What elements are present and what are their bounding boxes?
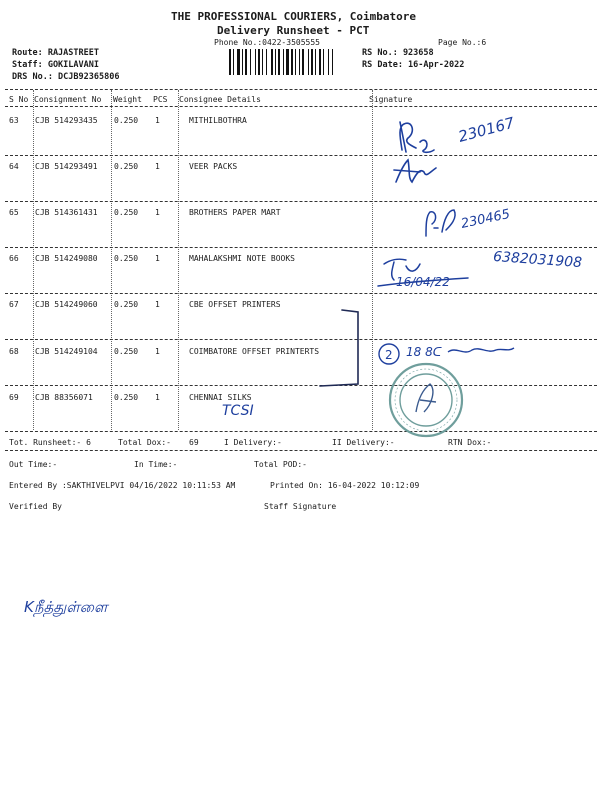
drs-number: DRS No.: DCJB92365806: [12, 72, 120, 82]
row-pcs: 1: [155, 116, 160, 125]
i-delivery: I Delivery:-: [224, 438, 282, 447]
col-divider: [178, 90, 179, 430]
row-sno: 65: [9, 208, 19, 217]
ii-delivery: II Delivery:-: [332, 438, 395, 447]
row-consignment: CJB 514249060: [35, 300, 98, 309]
row-consignment: CJB 514293491: [35, 162, 98, 171]
circled-number: 2: [385, 348, 393, 362]
out-time: Out Time:-: [9, 460, 58, 469]
total-dox-value: 69: [189, 438, 199, 447]
row-weight: 0.250: [114, 116, 139, 125]
row-sno: 64: [9, 162, 19, 171]
row-sno: 66: [9, 254, 19, 263]
col-divider: [372, 90, 373, 430]
handwritten-signature-66: [376, 250, 476, 292]
row-consignee: BROTHERS PAPER MART: [189, 208, 281, 217]
printed-on: Printed On: 16-04-2022 10:12:09: [270, 481, 420, 490]
row-rule: [5, 385, 597, 386]
company-stamp: [386, 360, 466, 440]
row-pcs: 1: [155, 347, 160, 356]
row-consignment: CJB 514249080: [35, 254, 98, 263]
rs-date: RS Date: 16-Apr-2022: [362, 60, 465, 70]
row-weight: 0.250: [114, 347, 139, 356]
total-dox-label: Total Dox:-: [118, 438, 171, 447]
col-divider: [111, 90, 112, 430]
row-pcs: 1: [155, 208, 160, 217]
row-consignee: MITHILBOTHRA: [189, 116, 247, 125]
row-weight: 0.250: [114, 208, 139, 217]
col-weight: Weight: [113, 95, 142, 104]
row-consignee: MAHALAKSHMI NOTE BOOKS: [189, 254, 295, 263]
col-signature: Signature: [369, 95, 413, 104]
row-consignment: CJB 514293435: [35, 116, 98, 125]
row-consignee: CHENNAI SILKS: [189, 393, 252, 402]
col-pcs: PCS: [153, 95, 168, 104]
row-sno: 69: [9, 393, 19, 402]
row-pcs: 1: [155, 300, 160, 309]
row-consignment: CJB 514361431: [35, 208, 98, 217]
row-weight: 0.250: [114, 254, 139, 263]
row-consignee: COIMBATORE OFFSET PRINTERTS: [189, 347, 320, 356]
total-pod: Total POD:-: [254, 460, 307, 469]
page-number: Page No.:6: [438, 38, 487, 47]
totals-rule: [5, 450, 597, 451]
verified-by: Verified By: [9, 502, 62, 511]
row-consignment: CJB 514249104: [35, 347, 98, 356]
row-rule: [5, 247, 597, 248]
handwritten-note-69: TCSI: [222, 403, 254, 419]
row-rule: [5, 431, 597, 432]
signature-date: 16/04/22: [396, 275, 450, 289]
signature-number: 230167: [456, 113, 517, 146]
row-sno: 67: [9, 300, 19, 309]
handwritten-bracket: [316, 306, 366, 388]
row-pcs: 1: [155, 162, 160, 171]
header-bottom-rule: [5, 106, 597, 107]
total-runsheet: Tot. Runsheet:- 6: [9, 438, 91, 447]
route-label: Route: RAJASTREET: [12, 48, 99, 58]
col-consignee: Consignee Details: [179, 95, 261, 104]
row-sno: 68: [9, 347, 19, 356]
row-pcs: 1: [155, 254, 160, 263]
row-consignee: VEER PACKS: [189, 162, 238, 171]
barcode-image: [229, 49, 357, 75]
col-consignment: Consignment No: [34, 95, 102, 104]
row-consignment: CJB 88356071: [35, 393, 93, 402]
header-top-rule: [5, 89, 597, 90]
col-divider: [33, 90, 34, 430]
staff-label: Staff: GOKILAVANI: [12, 60, 99, 70]
row-sno: 63: [9, 116, 19, 125]
row-weight: 0.250: [114, 162, 139, 171]
rs-number: RS No.: 923658: [362, 48, 434, 58]
company-title: THE PROFESSIONAL COURIERS, Coimbatore: [171, 10, 417, 23]
in-time: In Time:-: [134, 460, 178, 469]
row-weight: 0.250: [114, 393, 139, 402]
row-pcs: 1: [155, 393, 160, 402]
handwritten-signature-65: [420, 200, 520, 245]
entered-by: Entered By :SAKTHIVELPVI 04/16/2022 10:11:53 AM: [9, 481, 236, 490]
row-rule: [5, 293, 597, 294]
handwritten-note: 18 8ᑕ: [406, 345, 442, 359]
staff-signature-label: Staff Signature: [264, 502, 337, 511]
row-consignee: CBE OFFSET PRINTERS: [189, 300, 281, 309]
phone-number: Phone No.:0422-3505555: [214, 38, 320, 47]
handwritten-phone: 6382031908: [492, 248, 583, 272]
runsheet-subtitle: Delivery Runsheet - PCT: [217, 24, 370, 37]
signature-number: 230465: [459, 206, 512, 232]
rtn-dox: RTN Dox:-: [448, 438, 492, 447]
handwritten-signature-63-64: [380, 112, 540, 192]
handwritten-staff-signature: Kநீத்துள்ளை: [24, 598, 108, 616]
col-sno: S No: [9, 95, 29, 104]
row-weight: 0.250: [114, 300, 139, 309]
